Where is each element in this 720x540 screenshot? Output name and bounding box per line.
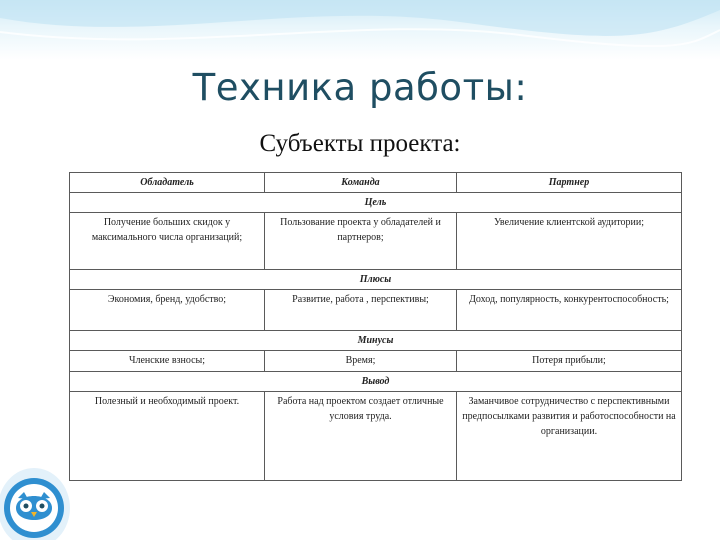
section-label: Минусы (70, 331, 682, 351)
header-wave-decoration (0, 0, 720, 60)
owl-logo-icon (0, 462, 72, 540)
table-cell: Пользование проекта у обладателей и партнеров; (265, 213, 457, 270)
section-header-row (70, 372, 682, 392)
table-row (70, 392, 682, 481)
section-label: Вывод (70, 372, 682, 392)
table-cell: Потеря прибыли; (457, 351, 682, 372)
table-row (70, 213, 682, 270)
column-header: Команда (265, 173, 457, 193)
table-header-row (70, 173, 682, 193)
table-cell: Получение больших скидок у максимального числа организаций; (70, 213, 265, 270)
section-label: Цель (70, 193, 682, 213)
table-cell: Увеличение клиентской аудитории; (457, 213, 682, 270)
table-row (70, 351, 682, 372)
subjects-table (69, 172, 682, 481)
page-subtitle: Субъекты проекта: (259, 130, 461, 157)
table-cell: Доход, популярность, конкурентоспособность; (457, 290, 682, 331)
column-header: Обладатель (70, 173, 265, 193)
table-cell: Членские взносы; (70, 351, 265, 372)
section-label: Плюсы (70, 270, 682, 290)
section-header-row (70, 331, 682, 351)
table-cell: Заманчивое сотрудничество с перспективными предпосылками развития и работоспособности на организации. (457, 392, 682, 481)
table-cell: Полезный и необходимый проект. (70, 392, 265, 481)
table-cell: Время; (265, 351, 457, 372)
section-header-row (70, 270, 682, 290)
section-header-row (70, 193, 682, 213)
table-row (70, 290, 682, 331)
table-cell: Работа над проектом создает отличные условия труда. (265, 392, 457, 481)
page-title: Техника работы: (192, 66, 528, 109)
table-cell: Экономия, бренд, удобство; (70, 290, 265, 331)
column-header: Партнер (457, 173, 682, 193)
table-cell: Развитие, работа , перспективы; (265, 290, 457, 331)
